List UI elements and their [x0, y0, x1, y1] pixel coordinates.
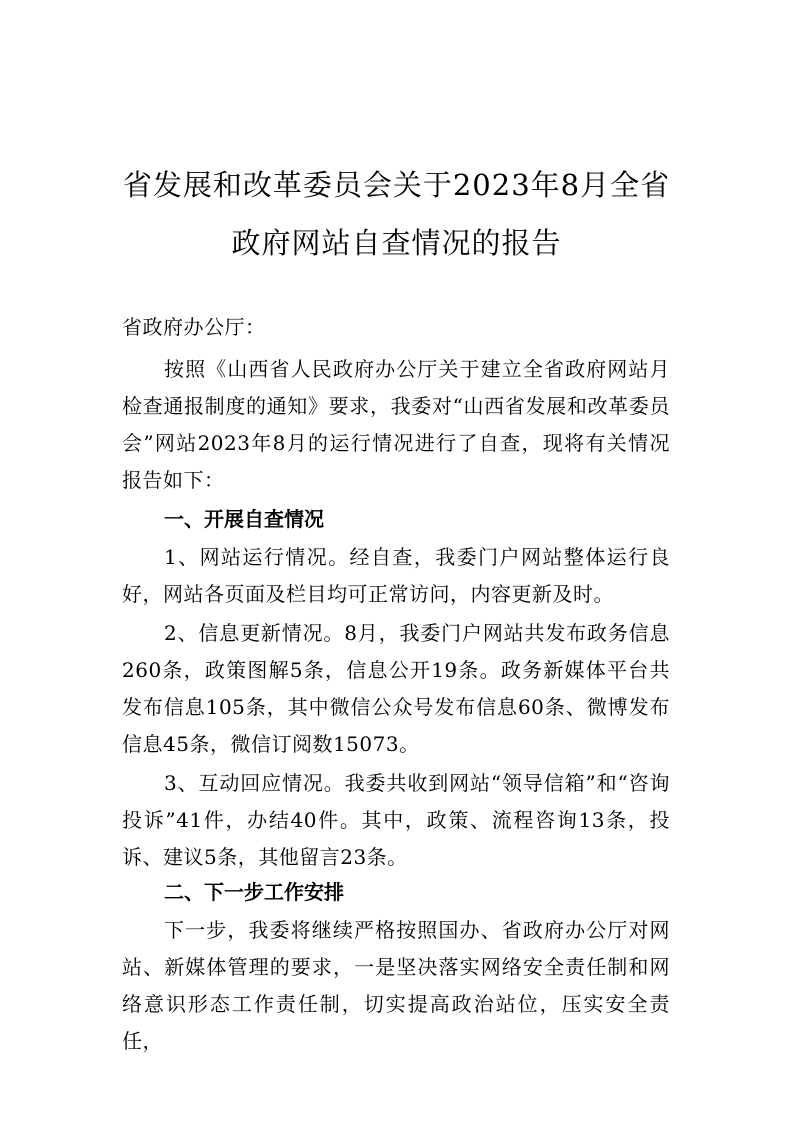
paragraph-interaction: 3、互动回应情况。我委共收到网站“领导信箱”和“咨询投诉”41件，办结40件。其中，政策、流程咨询13条，投诉、建议5条，其他留言23条。: [122, 771, 670, 869]
report-title-line2: 政府网站自查情况的报告: [231, 226, 562, 260]
report-title-line1: 省发展和改革委员会关于2023年8月全省: [122, 168, 671, 202]
intro-paragraph: 按照《山西省人民政府办公厅关于建立全省政府网站月检查通报制度的通知》要求，我委对“山西省发展和改革委员会”网站2023年8月的运行情况进行了自查，现将有关情况报告如下：: [122, 357, 670, 492]
salutation: 省政府办公厅：: [122, 315, 266, 339]
paragraph-next-steps: 下一步，我委将继续严格按照国办、省政府办公厅对网站、新媒体管理的要求，一是坚决落实网络安全责任制和网络意识形态工作责任制，切实提高政治站位，压实安全责任，: [122, 918, 670, 1053]
paragraph-info-update: 2、信息更新情况。8月，我委门户网站共发布政务信息260条，政策图解5条，信息公开19条。政务新媒体平台共发布信息105条，其中微信公众号发布信息60条、微博发布信息45条，微信订阅数15073。: [122, 621, 670, 756]
paragraph-website-operation: 1、网站运行情况。经自查，我委门户网站整体运行良好，网站各页面及栏目均可正常访问，内容更新及时。: [122, 545, 670, 606]
section-heading-next-steps: 二、下一步工作安排: [164, 880, 344, 904]
section-heading-self-check: 一、开展自查情况: [164, 507, 324, 531]
